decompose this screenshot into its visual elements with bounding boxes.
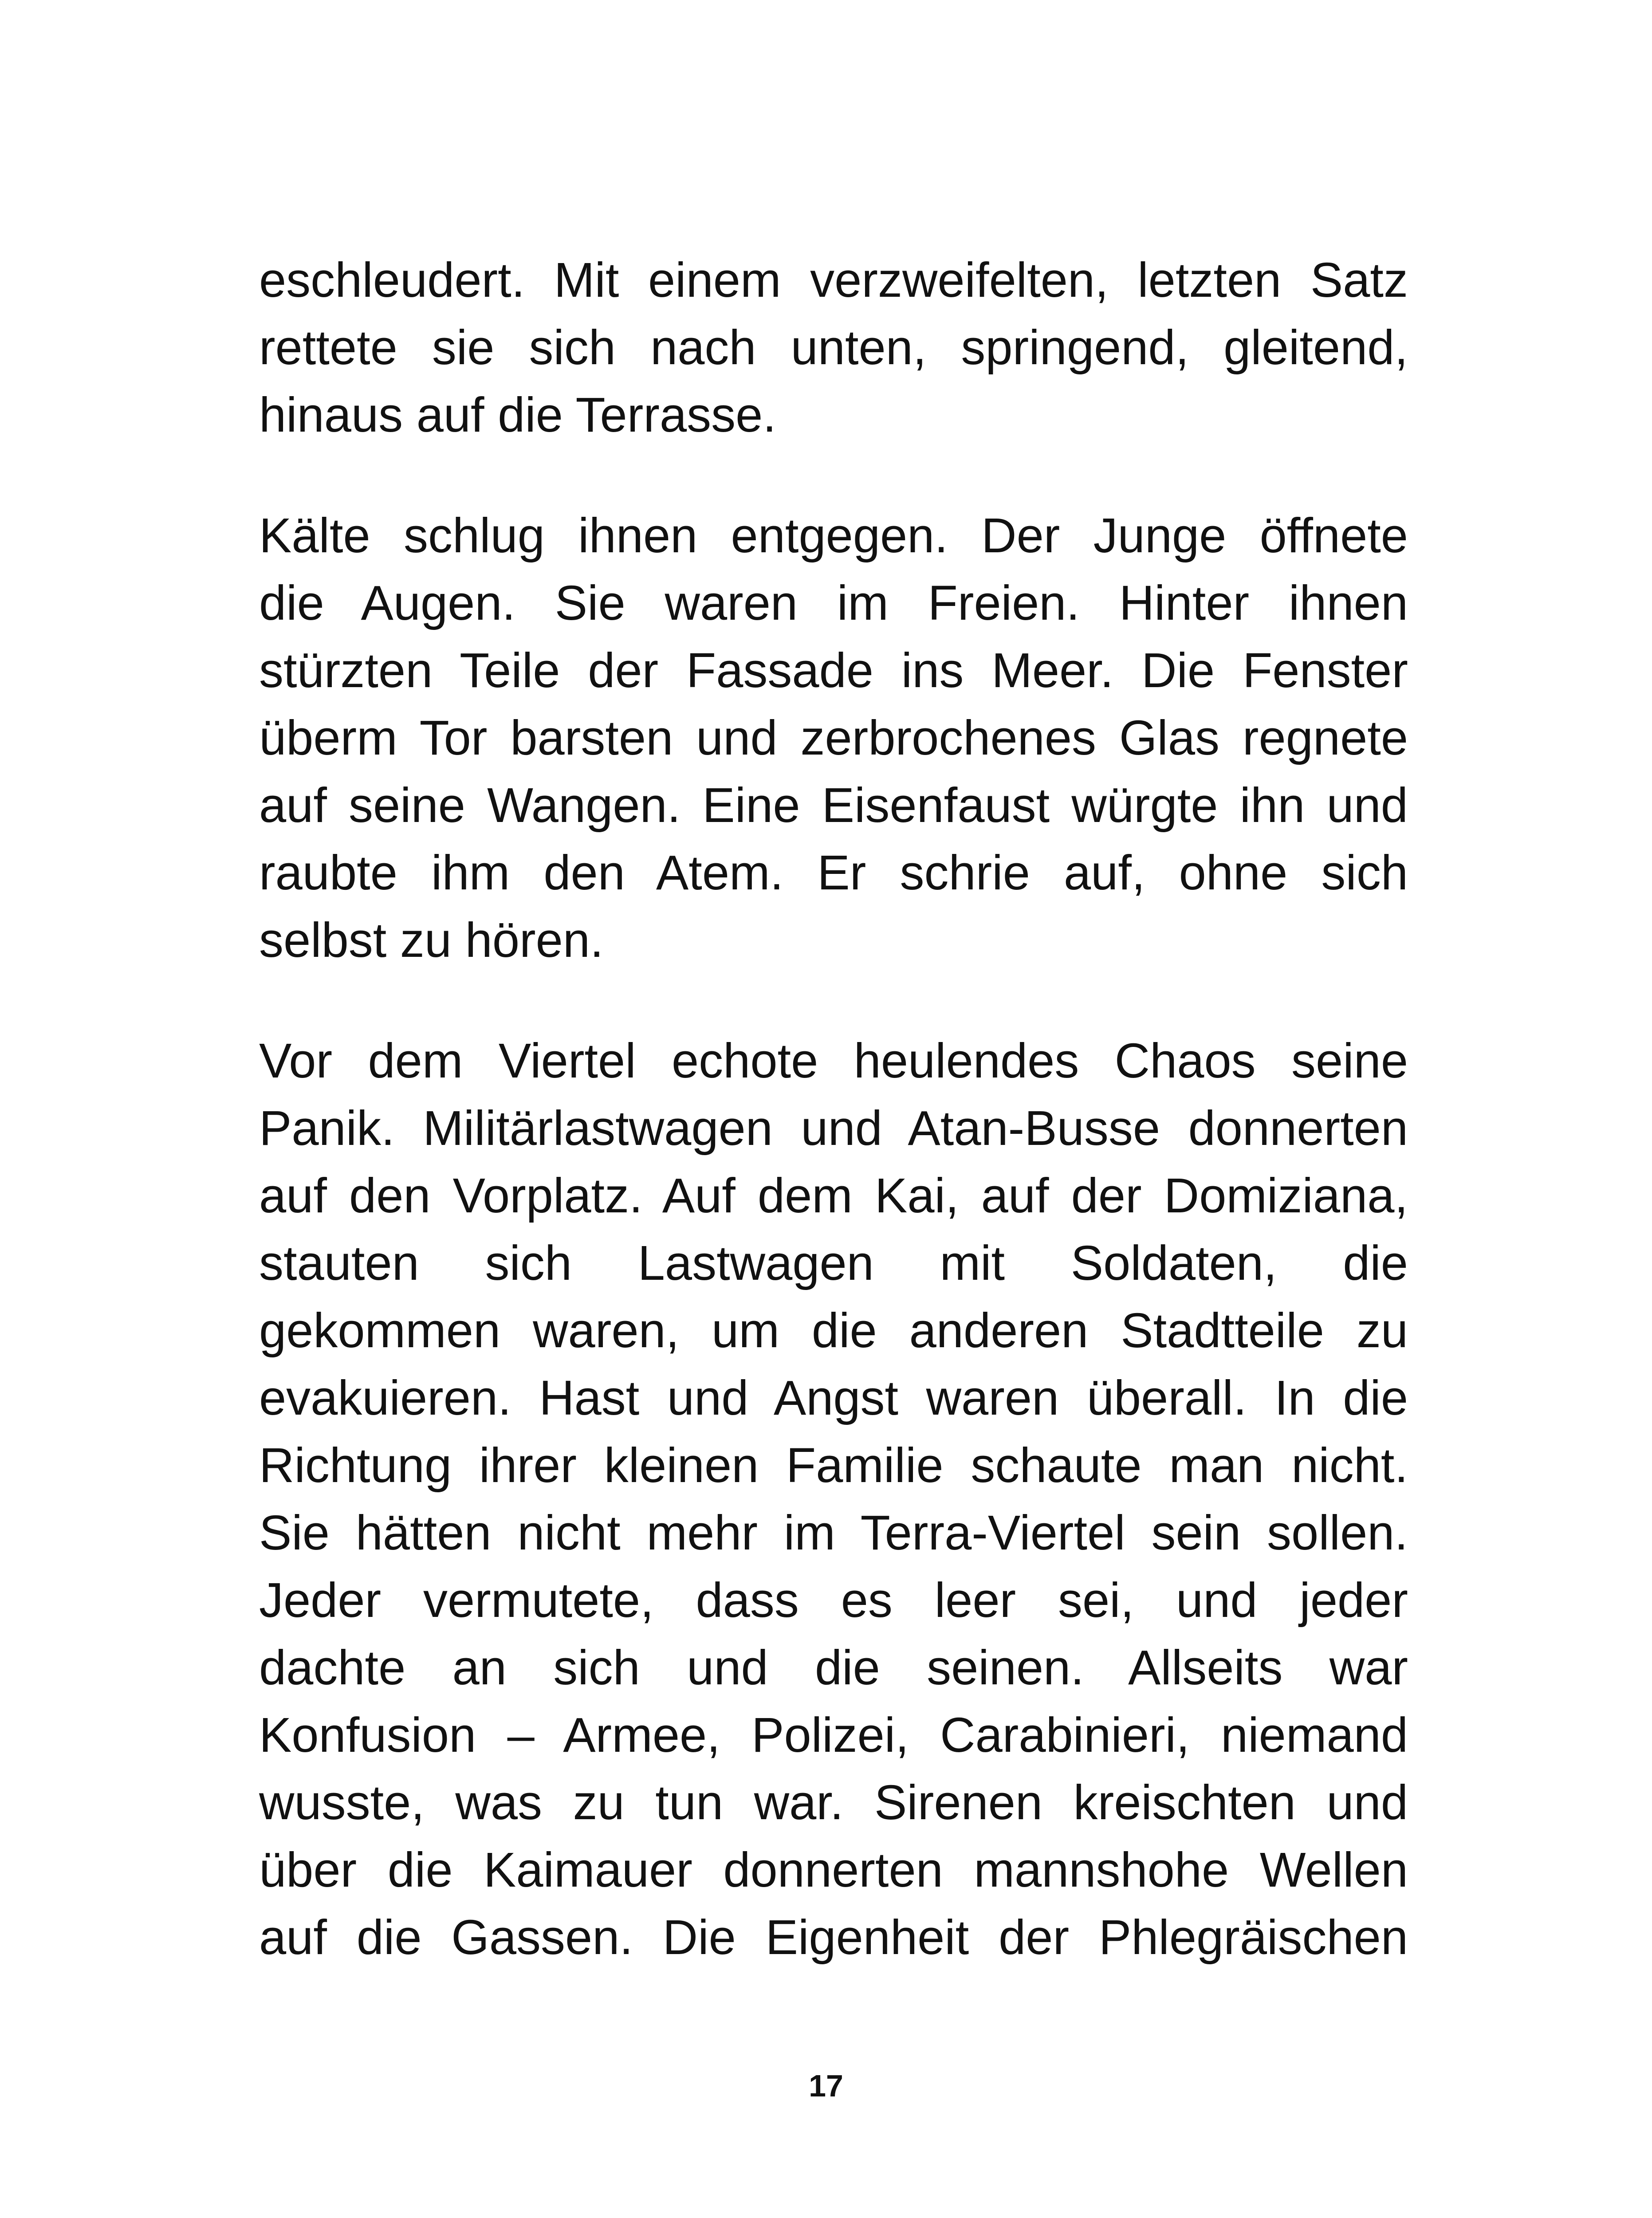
paragraph-3 <box>259 1027 1408 1971</box>
text-line: dachte an sich und die seinen. Allseits war <box>259 1640 1408 1695</box>
text-line: über die Kaimauer donnerten mannshohe Wellen <box>259 1843 1408 1897</box>
text-line: rettete sie sich nach unten, springend, gleitend, <box>259 320 1408 375</box>
text-line: eschleudert. Mit einem verzweifelten, letzten Satz <box>259 253 1408 307</box>
text-line: hinaus auf die Terrasse. <box>259 388 776 442</box>
text-line: auf die Gassen. Die Eigenheit der Phlegräischen <box>259 1910 1408 1965</box>
text-line: stürzten Teile der Fassade ins Meer. Die Fenster <box>259 643 1408 698</box>
text-line: Konfusion – Armee, Polizei, Carabinieri, niemand <box>259 1708 1408 1762</box>
text-line: auf den Vorplatz. Auf dem Kai, auf der Domiziana, <box>259 1168 1408 1223</box>
page-body <box>259 247 1408 1971</box>
paragraph-2 <box>259 502 1408 974</box>
text-line: Panik. Militärlastwagen und Atan-Busse donnerten <box>259 1101 1408 1156</box>
text-line: Sie hätten nicht mehr im Terra-Viertel sein sollen. <box>259 1506 1408 1560</box>
text-line: selbst zu hören. <box>259 913 604 967</box>
text-line: Richtung ihrer kleinen Familie schaute man nicht. <box>259 1438 1408 1493</box>
page-number: 17 <box>809 2069 843 2103</box>
text-line: die Augen. Sie waren im Freien. Hinter ihnen <box>259 576 1408 630</box>
text-line: evakuieren. Hast und Angst waren überall. In die <box>259 1371 1408 1425</box>
text-line: raubte ihm den Atem. Er schrie auf, ohne sich <box>259 846 1408 900</box>
paragraph-1 <box>259 247 1408 449</box>
text-line: stauten sich Lastwagen mit Soldaten, die <box>259 1236 1408 1290</box>
text-line: überm Tor barsten und zerbrochenes Glas regnete <box>259 711 1408 765</box>
text-line: Jeder vermutete, dass es leer sei, und jeder <box>259 1573 1408 1628</box>
text-line: wusste, was zu tun war. Sirenen kreischten und <box>259 1775 1408 1830</box>
text-line: auf seine Wangen. Eine Eisenfaust würgte ihn und <box>259 778 1408 833</box>
text-line: Vor dem Viertel echote heulendes Chaos seine <box>259 1034 1408 1088</box>
text-line: Kälte schlug ihnen entgegen. Der Junge öffnete <box>259 508 1408 563</box>
text-line: gekommen waren, um die anderen Stadtteile zu <box>259 1303 1408 1358</box>
